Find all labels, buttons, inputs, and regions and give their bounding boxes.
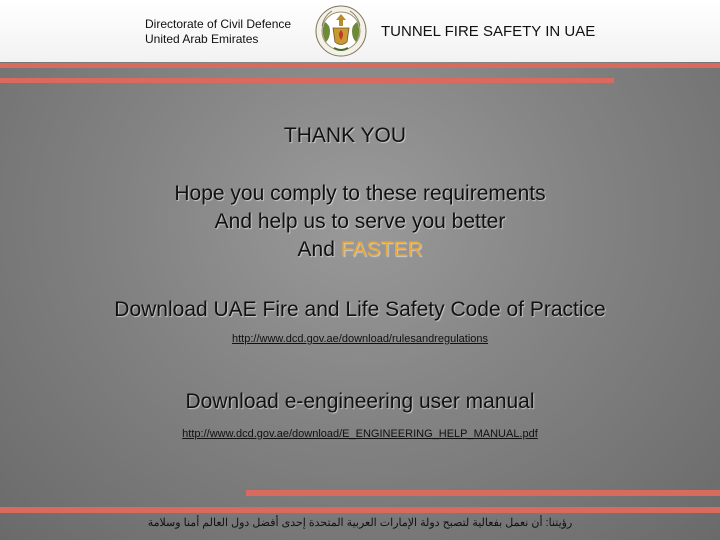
closing-line-3-prefix: And — [297, 238, 341, 261]
org-line-2: United Arab Emirates — [145, 32, 259, 46]
download-manual-link[interactable]: http://www.dcd.gov.ae/download/E_ENGINEERING_HELP_MANUAL.pdf — [182, 428, 538, 440]
civil-defence-emblem-icon — [312, 4, 370, 58]
download-code-link-row — [0, 333, 720, 345]
header — [0, 0, 720, 62]
faster-highlight: FASTER — [340, 238, 423, 261]
vision-statement: رؤيتنا: أن نعمل بفعالية لتصبح دولة الإمارات العربية المتحدة إحدى أفضل دول العالم أمنا وسلامة — [147, 517, 573, 529]
closing-message — [0, 180, 720, 264]
accent-bar-top-secondary — [0, 78, 614, 83]
closing-line-1: Hope you comply to these requirements — [174, 182, 546, 205]
closing-line-2: And help us to serve you better — [214, 210, 506, 233]
download-code-heading: Download UAE Fire and Life Safety Code of Practice — [114, 298, 606, 321]
accent-bar-bottom-short — [246, 490, 720, 496]
accent-bar-top — [0, 63, 720, 68]
org-line-1: Directorate of Civil Defence — [145, 17, 292, 31]
accent-bar-bottom — [0, 507, 720, 513]
download-code-link[interactable]: http://www.dcd.gov.ae/download/rulesandregulations — [231, 333, 488, 345]
download-manual-link-row — [0, 428, 720, 440]
download-manual-heading: Download e-engineering user manual — [185, 390, 535, 413]
organization-name — [145, 17, 291, 47]
closing-line-3 — [0, 236, 720, 264]
presentation-title: TUNNEL FIRE SAFETY IN UAE — [381, 23, 596, 40]
thank-you-heading: THANK YOU — [283, 124, 407, 147]
